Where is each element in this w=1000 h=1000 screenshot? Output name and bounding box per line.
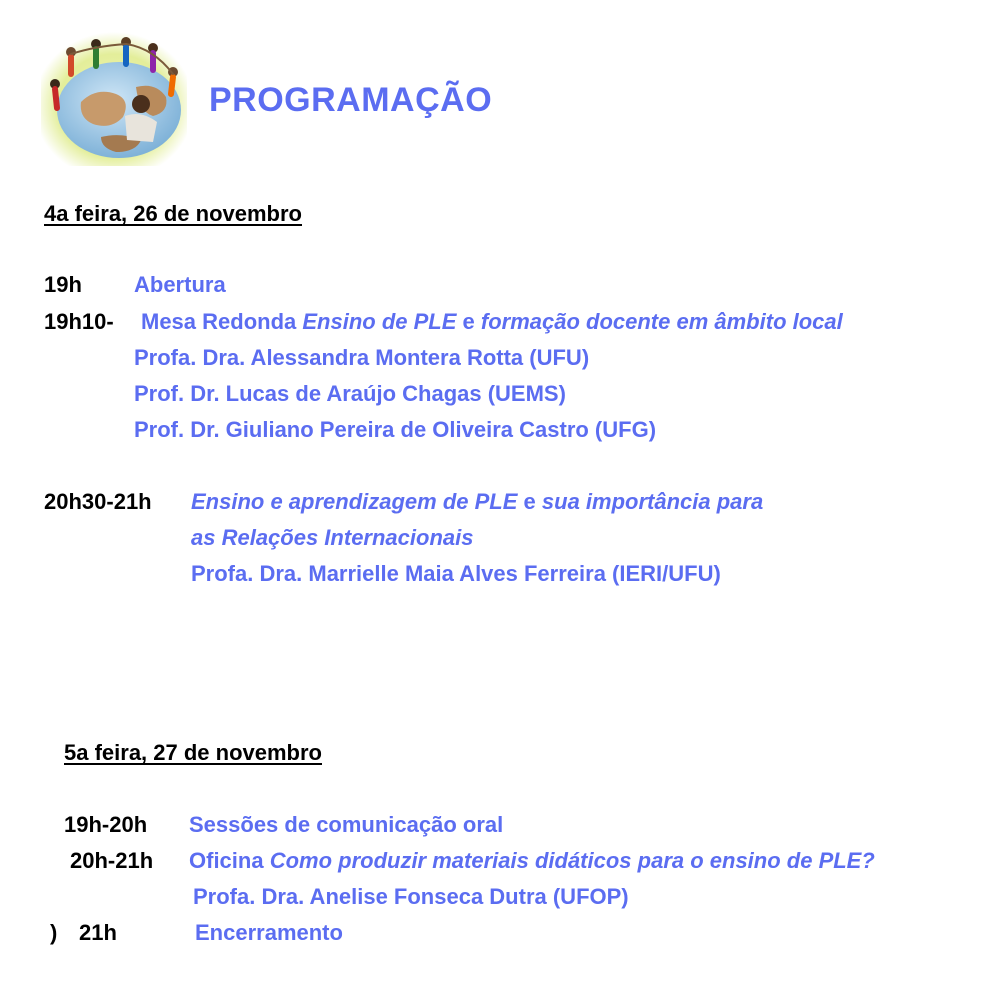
roundtable-speaker-2: Prof. Dr. Lucas de Araújo Chagas (UEMS)	[134, 381, 566, 406]
day2-workshop-speaker: Profa. Dra. Anelise Fonseca Dutra (UFOP)	[193, 884, 629, 909]
day1-roundtable-time: 19h10-	[44, 309, 114, 334]
day1-lecture-time: 20h30-21h	[44, 489, 152, 514]
day1-heading: 4a feira, 26 de novembro	[44, 201, 302, 226]
day1-opening-time: 19h	[44, 272, 82, 297]
roundtable-speaker-3: Prof. Dr. Giuliano Pereira de Oliveira Castro (UFG)	[134, 417, 657, 442]
day2-workshop-title	[189, 848, 875, 874]
day2-closing-marker: )	[50, 920, 58, 945]
roundtable-prefix: Mesa Redonda	[141, 309, 303, 334]
day1-lecture-speaker: Profa. Dra. Marrielle Maia Alves Ferreira (IERI/UFU)	[191, 561, 721, 586]
day2-closing-title: Encerramento	[195, 920, 343, 945]
roundtable-middle: e	[456, 309, 481, 334]
roundtable-speaker-1: Profa. Dra. Alessandra Montera Rotta (UFU)	[134, 345, 590, 370]
day2-sessions-title: Sessões de comunicação oral	[189, 812, 504, 837]
page-title: PROGRAMAÇÃO	[209, 81, 493, 119]
lecture-title-c: sua importância para	[541, 489, 764, 514]
globe-people-logo	[41, 32, 187, 166]
day2-workshop-time: 20h-21h	[70, 848, 154, 873]
workshop-prefix: Oficina	[189, 848, 270, 873]
workshop-title: Como produzir materiais didáticos para o ensino de PLE?	[269, 848, 875, 873]
lecture-title-a: Ensino e aprendizagem de PLE	[191, 489, 518, 514]
day1-roundtable-title	[141, 309, 843, 335]
day1-opening-title: Abertura	[134, 272, 226, 297]
day2-closing-time: 21h	[79, 920, 117, 945]
day1-lecture-title	[191, 489, 763, 515]
day2-heading: 5a feira, 27 de novembro	[64, 740, 322, 765]
lecture-title-b: e	[517, 489, 542, 514]
roundtable-title-b: formação docente em âmbito local	[480, 309, 843, 334]
day1-lecture-title-line2: as Relações Internacionais	[191, 525, 474, 550]
roundtable-title-a: Ensino de PLE	[302, 309, 457, 334]
day2-sessions-time: 19h-20h	[64, 812, 148, 837]
